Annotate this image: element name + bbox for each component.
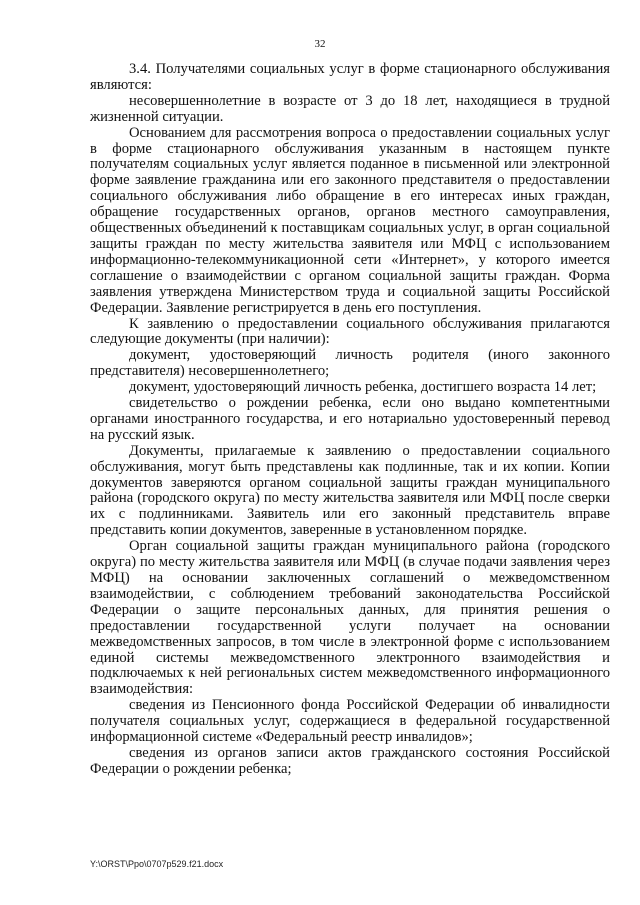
page-number: 32 (314, 38, 326, 50)
paragraph: документ, удостоверяющий личность ребенка, достигшего возраста 14 лет; (129, 379, 597, 396)
paragraph: 3.4. Получателями социальных услуг в форме стационарного обслуживания являются: (90, 61, 610, 93)
paragraph: сведения из органов записи актов гражданского состояния Российской Федерации о рождении ребенка; (90, 744, 610, 777)
paragraph: свидетельство о рождении ребенка, если оно выдано компетентными органами иностранного государства, и его нотариально удостоверенный перевод на русский язык. (90, 395, 610, 443)
paragraph: Орган социальной защиты граждан муниципального района (городского округа) по месту жительства заявителя или МФЦ (в случае подачи заявления через МФЦ) на основании заключенных соглашений о межведомственном взаимодействии, с соблюдением требований законодательства Российской Федерации о защите персональных данных, для принятия решения о предоставлении государственной услуги получает на основании межведомственных запросов, в том числе в электронной форме с использованием единой системы межведомственного электронного взаимодействия и подключаемых к ней региональных систем межведомственного информационного взаимодействия: (90, 538, 610, 698)
paragraph: Основанием для рассмотрения вопроса о предоставлении социальных услуг в форме стационарного обслуживания указанным в настоящем пункте получателям социальных услуг является поданное в письменной или электронной форме заявление гражданина или его законного представителя о предоставлении социального обслуживания либо обращение в его интересах иных граждан, обращение государственных органов, органов местного самоуправления, общественных объединений к поставщикам социальных услуг, в орган социальной защиты граждан по месту жительства заявителя или МФЦ с использованием информационно-телекоммуникационной сети «Интернет», у которого имеется соглашение о взаимодействии с органом социальной защиты граждан. Форма заявления утверждена Министерством труда и социальной защиты Российской Федерации. Заявление регистрируется в день его поступления. (90, 124, 610, 316)
footer-file-path: Y:\ORST\Ppo\0707p529.f21.docx (90, 859, 224, 869)
paragraph: К заявлению о предоставлении социального обслуживания прилагаются следующие документы (при наличии): (90, 315, 610, 348)
paragraph: документ, удостоверяющий личность родителя (иного законного представителя) несовершеннолетнего; (90, 347, 610, 380)
paragraph: несовершеннолетние в возрасте от 3 до 18 лет, находящиеся в трудной жизненной ситуации. (90, 92, 610, 125)
paragraph: сведения из Пенсионного фонда Российской Федерации об инвалидности получателя социальных услуг, содержащиеся в федеральной государственной информационной системе «Федеральный реестр инвалидов»; (90, 697, 610, 746)
document-body (90, 62, 610, 778)
paragraph: Документы, прилагаемые к заявлению о предоставлении социального обслуживания, могут быть представлены как подлинные, так и их копии. Копии документов заверяются органом социальной защиты граждан муниципального района (городского округа) по месту жительства заявителя или МФЦ после сверки их с подлинниками. Заявитель или его законный представитель вправе представить копии документов, заверенные в установленном порядке. (90, 442, 610, 539)
